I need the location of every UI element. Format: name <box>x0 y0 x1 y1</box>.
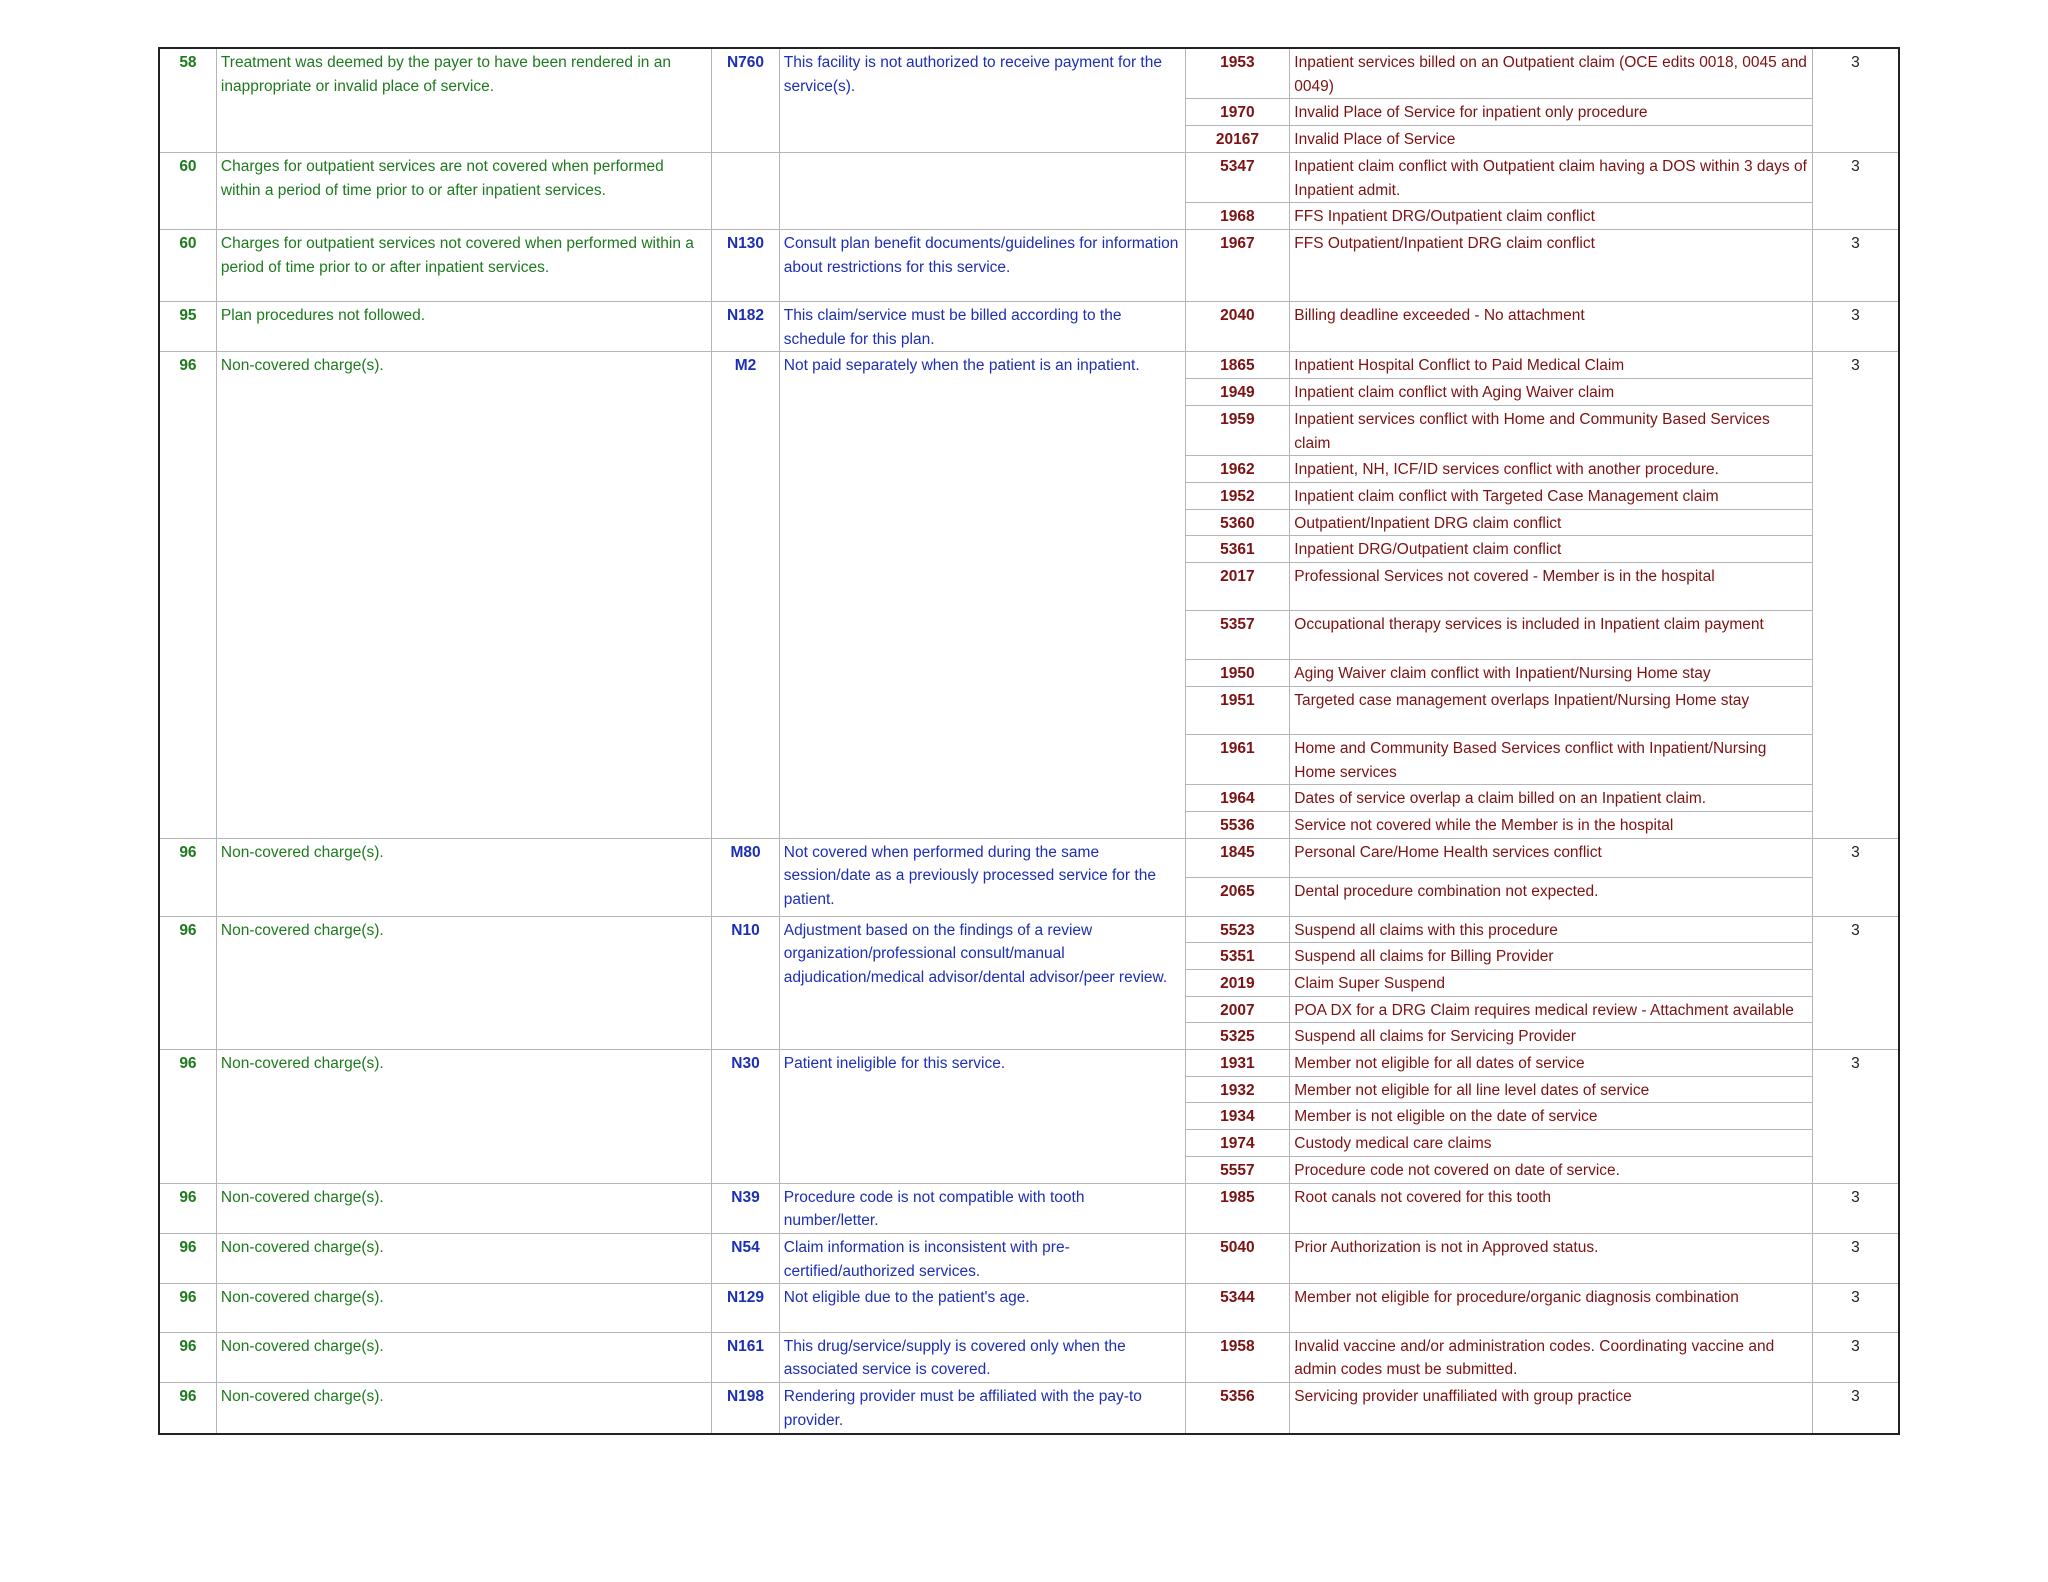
rarc-code-cell <box>712 152 779 229</box>
carc-description-cell: Non-covered charge(s). <box>216 1183 711 1233</box>
eob-code-cell: 1985 <box>1185 1183 1290 1233</box>
eob-code-cell: 2040 <box>1185 302 1290 352</box>
eob-code-cell: 20167 <box>1185 126 1290 153</box>
eob-description-cell: Prior Authorization is not in Approved status. <box>1290 1233 1813 1283</box>
table-row <box>159 152 1899 202</box>
carc-description-cell: Charges for outpatient services not covered when performed within a period of time prior to or after inpatient services. <box>216 229 711 301</box>
carc-code-cell: 96 <box>159 1284 216 1332</box>
carc-description-cell: Non-covered charge(s). <box>216 916 711 1050</box>
eob-code-cell: 5536 <box>1185 812 1290 839</box>
rarc-code-cell: M80 <box>712 838 779 916</box>
rarc-description-cell: Not paid separately when the patient is an inpatient. <box>779 352 1185 838</box>
group-code-cell: 3 <box>1812 1233 1899 1283</box>
eob-code-cell: 5347 <box>1185 152 1290 202</box>
table-row <box>159 1050 1899 1077</box>
eob-description-cell: FFS Inpatient DRG/Outpatient claim conflict <box>1290 203 1813 230</box>
rarc-code-cell: N129 <box>712 1284 779 1332</box>
eob-code-cell: 1968 <box>1185 203 1290 230</box>
carc-code-cell: 60 <box>159 229 216 301</box>
eob-description-cell: Inpatient Hospital Conflict to Paid Medical Claim <box>1290 352 1813 379</box>
eob-description-cell: Root canals not covered for this tooth <box>1290 1183 1813 1233</box>
eob-code-cell: 1934 <box>1185 1103 1290 1130</box>
table-row <box>159 1233 1899 1283</box>
eob-description-cell: Inpatient claim conflict with Aging Waiver claim <box>1290 379 1813 406</box>
table-row <box>159 1332 1899 1382</box>
group-code-cell: 3 <box>1812 916 1899 1050</box>
rarc-code-cell: M2 <box>712 352 779 838</box>
carc-code-cell: 95 <box>159 302 216 352</box>
table-row <box>159 229 1899 301</box>
eob-description-cell: Dates of service overlap a claim billed on an Inpatient claim. <box>1290 785 1813 812</box>
eob-code-cell: 5360 <box>1185 509 1290 536</box>
rarc-code-cell: N161 <box>712 1332 779 1382</box>
eob-description-cell: Inpatient, NH, ICF/ID services conflict with another procedure. <box>1290 456 1813 483</box>
carc-description-cell: Non-covered charge(s). <box>216 352 711 838</box>
eob-description-cell: Suspend all claims for Billing Provider <box>1290 943 1813 970</box>
eob-code-cell: 5344 <box>1185 1284 1290 1332</box>
table-row <box>159 302 1899 352</box>
group-code-cell: 3 <box>1812 838 1899 916</box>
carc-code-cell: 96 <box>159 916 216 1050</box>
eob-description-cell: Suspend all claims with this procedure <box>1290 916 1813 943</box>
rarc-description-cell: Adjustment based on the findings of a review organization/professional consult/manual adjudication/medical advisor/dental advisor/peer review. <box>779 916 1185 1050</box>
eob-description-cell: Procedure code not covered on date of service. <box>1290 1156 1813 1183</box>
rarc-code-cell: N10 <box>712 916 779 1050</box>
eob-code-cell: 1950 <box>1185 659 1290 686</box>
carc-code-cell: 60 <box>159 152 216 229</box>
rarc-description-cell: Consult plan benefit documents/guidelines for information about restrictions for this service. <box>779 229 1185 301</box>
eob-code-cell: 5357 <box>1185 611 1290 659</box>
carc-description-cell: Non-covered charge(s). <box>216 1284 711 1332</box>
eob-code-cell: 1961 <box>1185 734 1290 784</box>
eob-description-cell: Invalid Place of Service for inpatient only procedure <box>1290 99 1813 126</box>
eob-code-cell: 1959 <box>1185 405 1290 455</box>
group-code-cell: 3 <box>1812 152 1899 229</box>
rarc-description-cell: Claim information is inconsistent with pre-certified/authorized services. <box>779 1233 1185 1283</box>
eob-description-cell: Inpatient claim conflict with Targeted Case Management claim <box>1290 482 1813 509</box>
carc-description-cell: Non-covered charge(s). <box>216 1332 711 1382</box>
eob-description-cell: Occupational therapy services is included in Inpatient claim payment <box>1290 611 1813 659</box>
eob-description-cell: Inpatient claim conflict with Outpatient claim having a DOS within 3 days of Inpatient admit. <box>1290 152 1813 202</box>
eob-code-cell: 5040 <box>1185 1233 1290 1283</box>
carc-code-cell: 96 <box>159 838 216 916</box>
eob-code-cell: 1974 <box>1185 1130 1290 1157</box>
eob-code-cell: 1932 <box>1185 1076 1290 1103</box>
eob-code-cell: 2065 <box>1185 877 1290 916</box>
eob-description-cell: Billing deadline exceeded - No attachment <box>1290 302 1813 352</box>
eob-description-cell: Professional Services not covered - Member is in the hospital <box>1290 563 1813 611</box>
carc-code-cell: 96 <box>159 1383 216 1434</box>
eob-description-cell: Targeted case management overlaps Inpatient/Nursing Home stay <box>1290 686 1813 734</box>
eob-description-cell: Member not eligible for all dates of service <box>1290 1050 1813 1077</box>
table-row <box>159 916 1899 943</box>
rarc-code-cell: N760 <box>712 48 779 152</box>
eob-description-cell: Custody medical care claims <box>1290 1130 1813 1157</box>
table-body <box>159 48 1899 1434</box>
remittance-code-table <box>158 47 1900 1435</box>
eob-description-cell: Dental procedure combination not expected. <box>1290 877 1813 916</box>
carc-description-cell: Non-covered charge(s). <box>216 838 711 916</box>
eob-code-cell: 1845 <box>1185 838 1290 877</box>
eob-code-cell: 1970 <box>1185 99 1290 126</box>
group-code-cell: 3 <box>1812 1332 1899 1382</box>
table-row <box>159 1284 1899 1332</box>
eob-code-cell: 5356 <box>1185 1383 1290 1434</box>
eob-description-cell: Member not eligible for all line level dates of service <box>1290 1076 1813 1103</box>
eob-code-cell: 1953 <box>1185 48 1290 99</box>
rarc-code-cell: N39 <box>712 1183 779 1233</box>
rarc-description-cell: Patient ineligible for this service. <box>779 1050 1185 1184</box>
eob-code-cell: 2017 <box>1185 563 1290 611</box>
table-row <box>159 1183 1899 1233</box>
carc-code-cell: 96 <box>159 1050 216 1184</box>
rarc-code-cell: N198 <box>712 1383 779 1434</box>
group-code-cell: 3 <box>1812 1383 1899 1434</box>
eob-description-cell: FFS Outpatient/Inpatient DRG claim conflict <box>1290 229 1813 301</box>
eob-code-cell: 1958 <box>1185 1332 1290 1382</box>
rarc-description-cell: Procedure code is not compatible with tooth number/letter. <box>779 1183 1185 1233</box>
eob-description-cell: Member not eligible for procedure/organic diagnosis combination <box>1290 1284 1813 1332</box>
table-row <box>159 1383 1899 1434</box>
eob-code-cell: 1952 <box>1185 482 1290 509</box>
eob-code-cell: 1949 <box>1185 379 1290 406</box>
eob-code-cell: 1967 <box>1185 229 1290 301</box>
eob-description-cell: Aging Waiver claim conflict with Inpatient/Nursing Home stay <box>1290 659 1813 686</box>
group-code-cell: 3 <box>1812 1183 1899 1233</box>
eob-code-cell: 5557 <box>1185 1156 1290 1183</box>
eob-description-cell: Invalid vaccine and/or administration codes. Coordinating vaccine and admin codes must be submitted. <box>1290 1332 1813 1382</box>
eob-code-cell: 1964 <box>1185 785 1290 812</box>
rarc-description-cell: Not eligible due to the patient's age. <box>779 1284 1185 1332</box>
carc-description-cell: Plan procedures not followed. <box>216 302 711 352</box>
eob-description-cell: Claim Super Suspend <box>1290 969 1813 996</box>
carc-code-cell: 96 <box>159 1233 216 1283</box>
carc-code-cell: 96 <box>159 1183 216 1233</box>
table-row <box>159 838 1899 877</box>
eob-code-cell: 2019 <box>1185 969 1290 996</box>
rarc-description-cell: This claim/service must be billed according to the schedule for this plan. <box>779 302 1185 352</box>
carc-code-cell: 96 <box>159 352 216 838</box>
eob-description-cell: Suspend all claims for Servicing Provider <box>1290 1023 1813 1050</box>
eob-code-cell: 5523 <box>1185 916 1290 943</box>
carc-description-cell: Non-covered charge(s). <box>216 1233 711 1283</box>
rarc-code-cell: N30 <box>712 1050 779 1184</box>
carc-description-cell: Charges for outpatient services are not covered when performed within a period of time prior to or after inpatient services. <box>216 152 711 229</box>
code-crosswalk-table <box>158 47 1900 1435</box>
group-code-cell: 3 <box>1812 229 1899 301</box>
eob-description-cell: Member is not eligible on the date of service <box>1290 1103 1813 1130</box>
eob-code-cell: 5325 <box>1185 1023 1290 1050</box>
eob-code-cell: 1951 <box>1185 686 1290 734</box>
eob-description-cell: POA DX for a DRG Claim requires medical review - Attachment available <box>1290 996 1813 1023</box>
rarc-description-cell: Not covered when performed during the same session/date as a previously processed service for the patient. <box>779 838 1185 916</box>
eob-description-cell: Invalid Place of Service <box>1290 126 1813 153</box>
table-row <box>159 48 1899 99</box>
group-code-cell: 3 <box>1812 302 1899 352</box>
group-code-cell: 3 <box>1812 1284 1899 1332</box>
group-code-cell: 3 <box>1812 1050 1899 1184</box>
rarc-code-cell: N130 <box>712 229 779 301</box>
rarc-description-cell: This drug/service/supply is covered only when the associated service is covered. <box>779 1332 1185 1382</box>
group-code-cell: 3 <box>1812 48 1899 152</box>
eob-code-cell: 1865 <box>1185 352 1290 379</box>
rarc-description-cell: Rendering provider must be affiliated with the pay-to provider. <box>779 1383 1185 1434</box>
eob-code-cell: 5351 <box>1185 943 1290 970</box>
eob-description-cell: Service not covered while the Member is in the hospital <box>1290 812 1813 839</box>
carc-code-cell: 58 <box>159 48 216 152</box>
rarc-description-cell <box>779 152 1185 229</box>
eob-code-cell: 1931 <box>1185 1050 1290 1077</box>
rarc-code-cell: N54 <box>712 1233 779 1283</box>
eob-description-cell: Home and Community Based Services conflict with Inpatient/Nursing Home services <box>1290 734 1813 784</box>
carc-description-cell: Treatment was deemed by the payer to have been rendered in an inappropriate or invalid place of service. <box>216 48 711 152</box>
eob-description-cell: Inpatient DRG/Outpatient claim conflict <box>1290 536 1813 563</box>
eob-code-cell: 2007 <box>1185 996 1290 1023</box>
table-row <box>159 352 1899 379</box>
group-code-cell: 3 <box>1812 352 1899 838</box>
rarc-code-cell: N182 <box>712 302 779 352</box>
carc-code-cell: 96 <box>159 1332 216 1382</box>
eob-description-cell: Servicing provider unaffiliated with group practice <box>1290 1383 1813 1434</box>
rarc-description-cell: This facility is not authorized to receive payment for the service(s). <box>779 48 1185 152</box>
eob-description-cell: Inpatient services conflict with Home and Community Based Services claim <box>1290 405 1813 455</box>
eob-code-cell: 1962 <box>1185 456 1290 483</box>
eob-code-cell: 5361 <box>1185 536 1290 563</box>
eob-description-cell: Outpatient/Inpatient DRG claim conflict <box>1290 509 1813 536</box>
eob-description-cell: Personal Care/Home Health services conflict <box>1290 838 1813 877</box>
carc-description-cell: Non-covered charge(s). <box>216 1050 711 1184</box>
carc-description-cell: Non-covered charge(s). <box>216 1383 711 1434</box>
eob-description-cell: Inpatient services billed on an Outpatient claim (OCE edits 0018, 0045 and 0049) <box>1290 48 1813 99</box>
